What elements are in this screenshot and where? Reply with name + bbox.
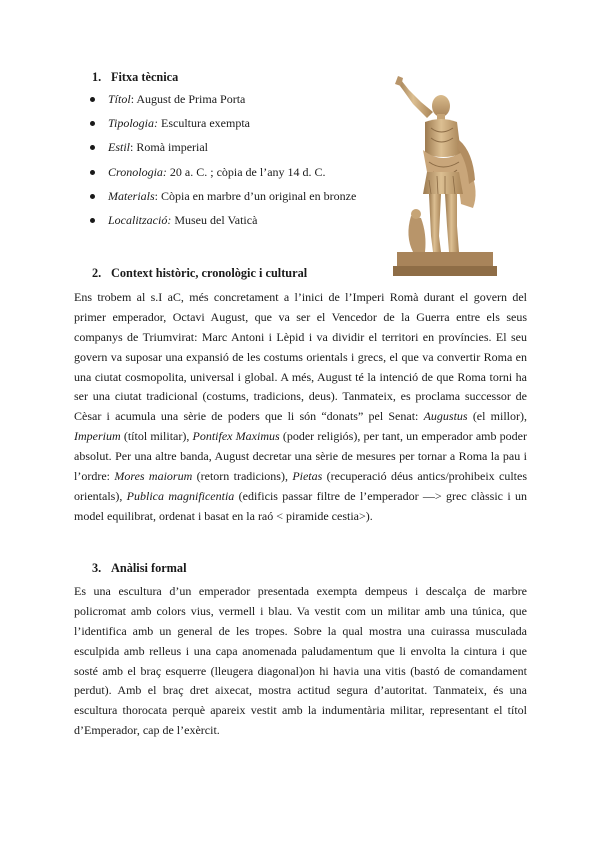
section2-number: 2. <box>92 266 102 280</box>
latin-term: Publica magnificentia <box>126 488 235 503</box>
latin-term: Augustus <box>423 409 468 424</box>
text-segment: (recuperació déus antics/prohibeix cultes <box>322 469 527 484</box>
section3-paragraph <box>74 582 527 741</box>
section1-number: 1. <box>92 70 102 84</box>
latin-term: Imperium <box>74 429 121 444</box>
text-line <box>74 582 527 602</box>
text-segment: escultura thorocata perquè apareix vestit amb la indumentària militar, representant el títol <box>74 703 527 718</box>
text-segment: (el millor), <box>467 409 528 424</box>
text-segment: model equilibrat, ordenat i basat en la raó < piramide cestia>). <box>74 508 373 523</box>
latin-term: Mores maiorum <box>114 469 193 484</box>
text-line <box>74 701 527 721</box>
augustus-statue-image <box>383 76 513 281</box>
text-line <box>74 642 527 662</box>
technical-sheet-item <box>90 187 356 211</box>
text-segment: d’Emperador, cap de l’exèrcit. <box>74 723 220 738</box>
item-label: Tipologia: <box>108 116 159 131</box>
text-segment: sosté amb el braç esquerre (lleugera diagonal)on hi havia una vitis (bastó de comandament <box>74 663 527 678</box>
text-line <box>74 447 527 467</box>
item-label: Estil <box>108 140 131 155</box>
text-segment: l’ordre: <box>74 469 115 484</box>
text-line <box>74 427 527 447</box>
text-line <box>74 487 527 507</box>
text-line <box>74 308 527 328</box>
text-line <box>74 348 527 368</box>
item-label: Cronologia: <box>108 164 167 179</box>
technical-sheet-item <box>90 163 356 187</box>
text-segment: una ciutat cosmopolita, universal i global. A més, August té la intenció de que Roma torni ha <box>74 369 527 384</box>
item-value: August de Prima Porta <box>136 92 246 106</box>
text-segment: primer emperador, Octavi August, que va ser el Vencedor de la Guerra entre els seus <box>74 309 527 324</box>
text-line <box>74 662 527 682</box>
text-segment: Es una escultura d’un emperador presentada exempta dempeus i descalça de marbre <box>74 584 527 598</box>
item-label: Materials <box>108 188 155 203</box>
item-value: Romà imperial <box>136 140 209 155</box>
technical-sheet-item <box>90 211 356 235</box>
section3-heading <box>92 561 187 576</box>
text-line <box>74 328 527 348</box>
section2-heading <box>92 266 307 281</box>
text-line <box>74 467 527 487</box>
text-segment: policromat amb colors vius, vermell i blau. Va vestit com un militar amb una túnica, que <box>74 603 527 618</box>
text-segment: Cèsar i acumula una sèrie de poders que li són “donats” pel Senat: <box>74 409 424 424</box>
section3-number: 3. <box>92 561 102 575</box>
text-segment: l’identifica amb un general de les tropes. Sobre la qual mostra una cuirassa musculada <box>74 623 527 638</box>
text-line <box>74 407 527 427</box>
item-value: Escultura exempta <box>161 116 250 131</box>
technical-sheet-item <box>90 138 356 162</box>
text-line <box>74 288 527 308</box>
section1-heading <box>92 70 178 85</box>
item-separator: : <box>130 140 137 155</box>
text-segment: Ens trobem al s.I aC, més concretament a l’inici de l’Imperi Romà durant el govern del <box>74 290 527 304</box>
section2-title: Context històric, cronològic i cultural <box>111 266 308 280</box>
text-segment: orientals), <box>74 488 127 503</box>
item-value: Còpia en marbre d’un original en bronze <box>161 188 357 203</box>
text-segment: ser una ciutat tradicional (costums, tradicions, deus). Tanmateix, es proclama successor de <box>74 389 527 404</box>
item-separator: : <box>130 92 137 106</box>
text-segment: perdut). Amb el braç dret aixecat, mostra actitud segura d’autoritat. Tanmateix, és una <box>74 683 527 698</box>
latin-term: Pietas <box>292 469 323 484</box>
section1-title: Fitxa tècnica <box>111 70 179 84</box>
text-segment: (poder religiós), per tant, un emperador amb poder <box>279 429 527 444</box>
item-value: 20 a. C. ; còpia de l’any 14 d. C. <box>169 164 326 179</box>
technical-sheet-item <box>90 90 356 114</box>
technical-sheet-list <box>90 90 356 235</box>
text-line <box>74 622 527 642</box>
text-segment: absolut. Per una altre banda, August decretar una sèrie de mesures per tornar a Roma la pau i <box>74 449 527 464</box>
text-segment: govern va suposar una expansió de les costums orientals i grecs, el que va convertir Roma en <box>74 349 527 364</box>
item-value: Museu del Vaticà <box>174 212 258 227</box>
text-segment: (títol militar), <box>120 429 193 444</box>
text-segment: (edificis passar filtre de l’emperador —> grec clàssic i un <box>234 488 527 503</box>
item-label: Localització: <box>108 212 172 227</box>
text-line <box>74 681 527 701</box>
text-line <box>74 721 527 741</box>
item-separator: : <box>154 188 162 203</box>
text-line <box>74 368 527 388</box>
text-segment: companys de Triumvirat: Marc Antoni i Lèpid i va dividir el territori en províncies. El seu <box>74 329 527 344</box>
text-line <box>74 602 527 622</box>
text-line <box>74 387 527 407</box>
text-segment: (retorn tradicions), <box>192 469 293 484</box>
text-segment: esculpida amb relleus i una capa anomenada paludamentum que li envolta la cintura i que <box>74 643 527 658</box>
section3-title: Anàlisi formal <box>111 561 187 575</box>
technical-sheet-item <box>90 114 356 138</box>
item-label: Títol <box>108 92 131 106</box>
latin-term: Pontifex Maximus <box>192 429 280 444</box>
section2-paragraph <box>74 288 527 527</box>
text-line <box>74 507 527 527</box>
